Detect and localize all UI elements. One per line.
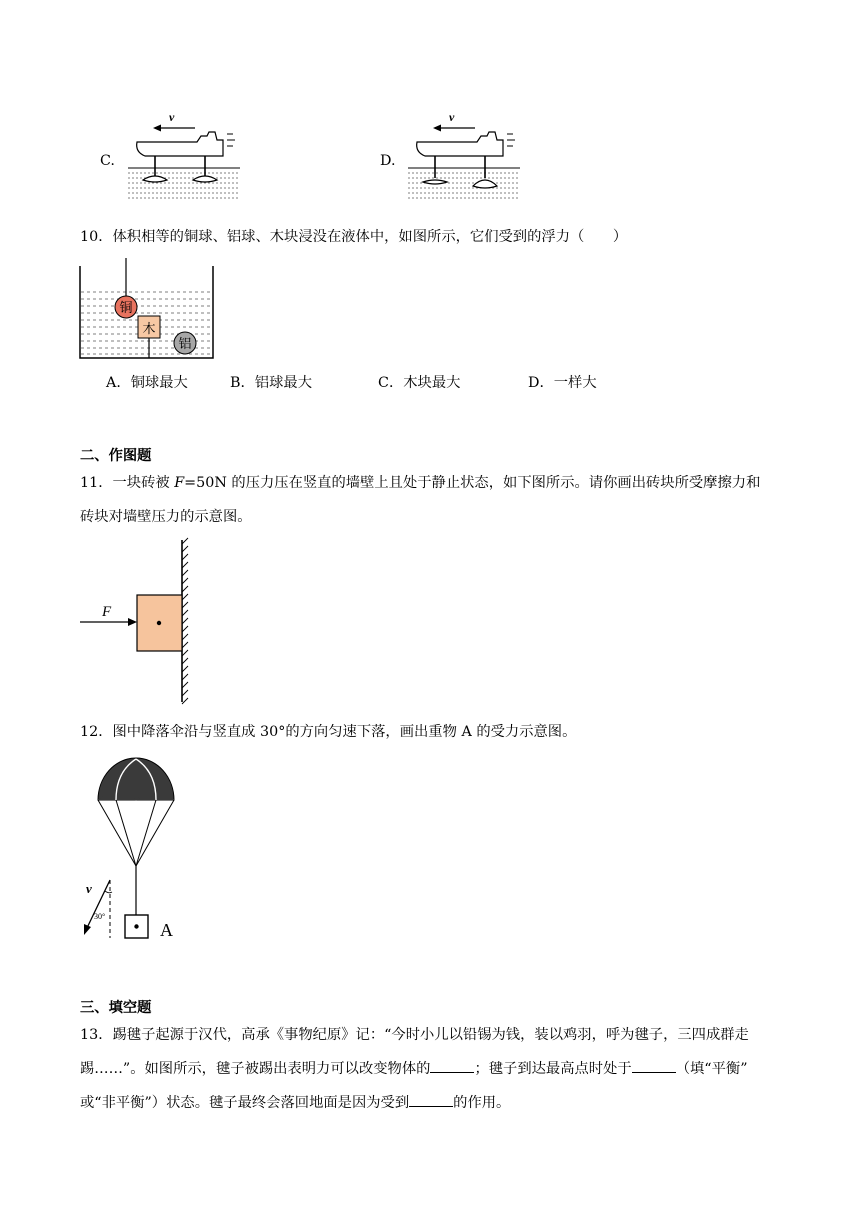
q11-question-line-1: 11．一块砖被 F=50N 的压力压在竖直的墙壁上且处于静止状态，如下图所示。请你画出砖块所受摩擦力和: [80, 475, 761, 491]
q13-line-1: 13．踢毽子起源于汉代，高承《事物纪原》记：“今时小儿以铅锡为钱，装以鸡羽，呼为毽子，三四成群走: [80, 1027, 749, 1043]
q9-boat-figure-d: [405, 110, 525, 200]
aluminum-ball-label: 铝: [178, 337, 192, 352]
wood-block-label: 木: [142, 322, 156, 337]
q9-d-velocity-label: v: [449, 110, 455, 124]
q10-liquid-container-figure: [78, 258, 218, 362]
q10-question-text: 10．体积相等的铜球、铝球、木块浸没在液体中，如图所示，它们受到的浮力（ ）: [80, 229, 628, 245]
q9-boat-figure-c: [125, 110, 245, 200]
q10-option-a: A．铜球最大: [106, 375, 188, 391]
q11-brick-wall-figure: [78, 538, 198, 708]
q11-question-line-2: 砖块对墙壁压力的示意图。: [80, 509, 252, 525]
q13-line-2: 踢……”。如图所示，毽子被踢出表明力可以改变物体的 ；毽子到达最高点时处于 （填“平衡”: [80, 1058, 748, 1078]
copper-ball-label: 铜: [119, 301, 133, 316]
q10-option-d: D．一样大: [528, 375, 597, 391]
q13-line-3: 或“非平衡”）状态。毽子最终会落回地面是因为受到 的作用。: [80, 1092, 510, 1112]
q9-option-d-label: D.: [380, 153, 396, 169]
velocity-v-label: v: [86, 881, 92, 896]
q12-question-text: 12．图中降落伞沿与竖直成 30°的方向匀速下落，画出重物 A 的受力示意图。: [80, 724, 577, 740]
q13-blank-2[interactable]: [632, 1058, 676, 1073]
section-2-title: 二、作图题: [80, 448, 152, 464]
q13-blank-3[interactable]: [409, 1092, 453, 1107]
object-a-label: A: [160, 920, 173, 940]
section-3-title: 三、填空题: [80, 1000, 152, 1016]
q10-option-c: C．木块最大: [378, 375, 461, 391]
angle-30-label: 30°: [94, 912, 106, 921]
q9-c-velocity-label: v: [169, 110, 175, 124]
q12-parachute-figure: [78, 752, 198, 952]
q10-option-b: B．铝球最大: [230, 375, 312, 391]
force-f-label: F: [102, 604, 112, 620]
q13-blank-1[interactable]: [430, 1058, 474, 1073]
q9-option-c-label: C.: [100, 153, 115, 169]
